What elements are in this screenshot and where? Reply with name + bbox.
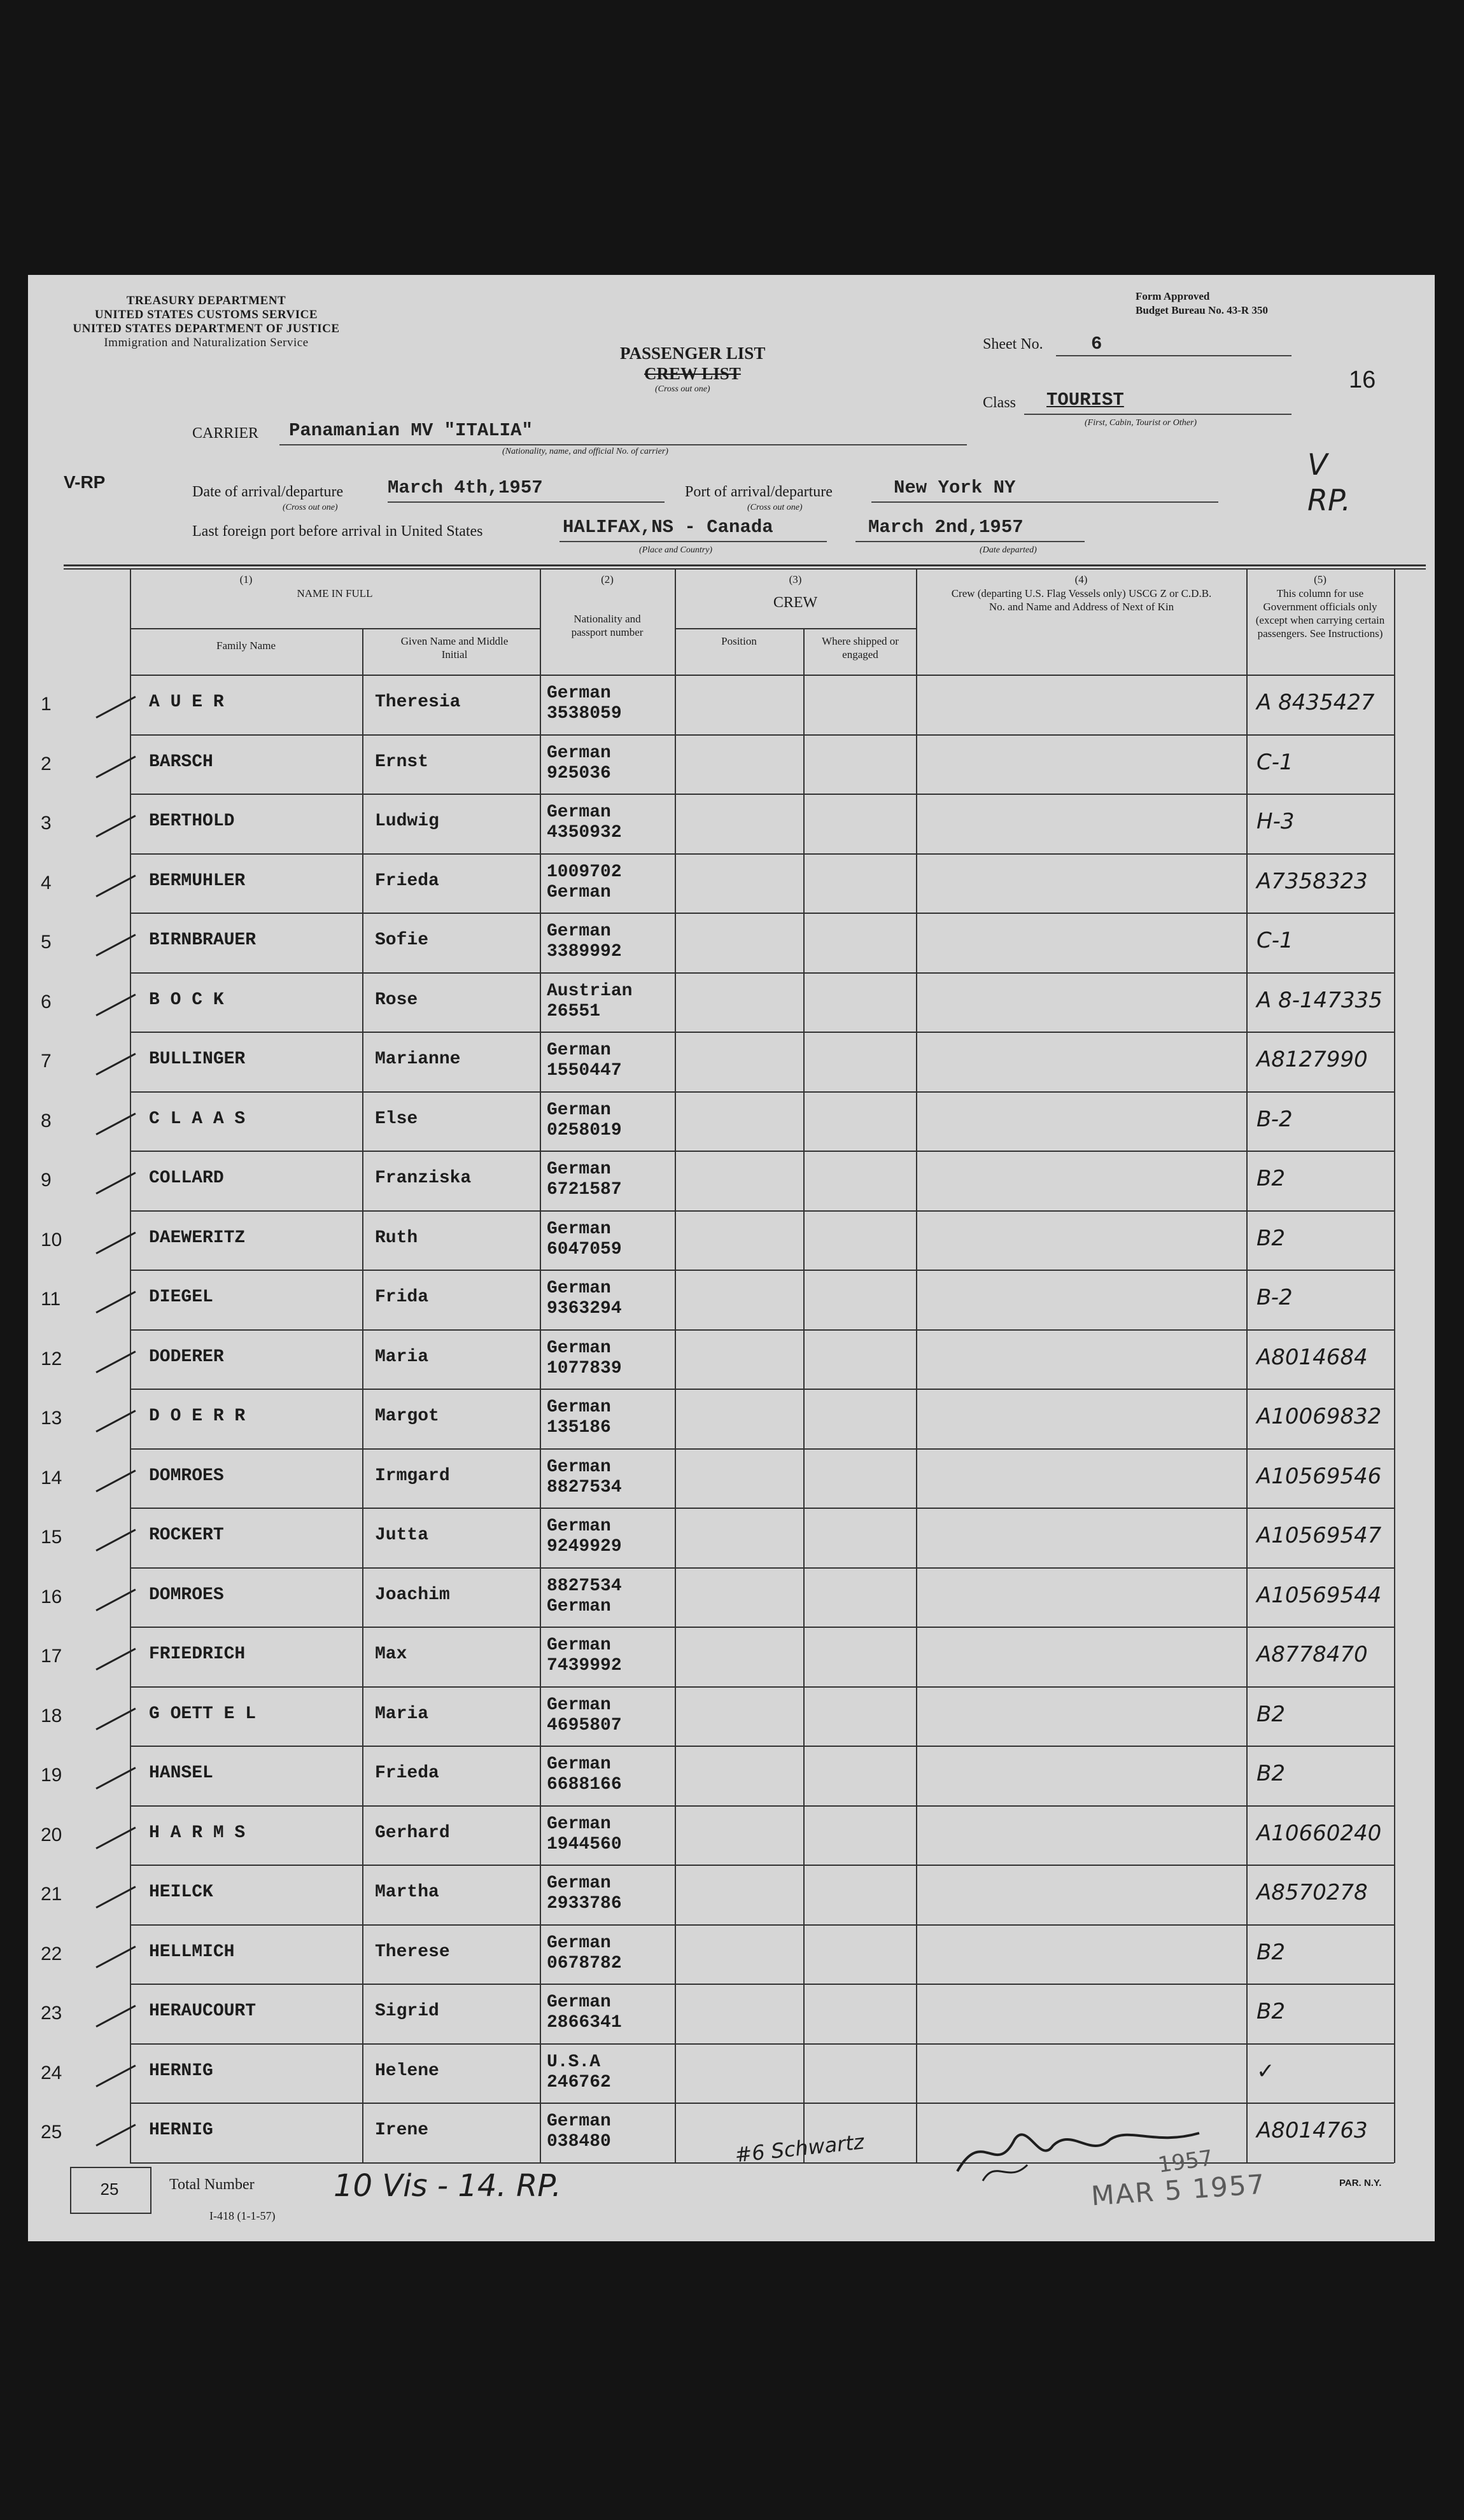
nationality: German: [547, 1516, 611, 1536]
passport-number: 6688166: [547, 1775, 622, 1795]
government-entry: C-1: [1256, 749, 1293, 775]
government-entry: A 8435427: [1256, 690, 1375, 715]
nationality: German: [547, 1635, 611, 1655]
nationality: German: [547, 1338, 611, 1358]
form-sheet: [28, 275, 1435, 2241]
hand-total: 10 Vis - 14. RP.: [334, 2168, 561, 2204]
checkmark-icon: [95, 1767, 144, 1806]
port-label: Port of arrival/departure: [685, 484, 833, 500]
table-row: [28, 1091, 1435, 1151]
government-entry: A8127990: [1256, 1047, 1368, 1072]
row-number: 3: [41, 813, 52, 834]
col3-number: (3): [789, 573, 802, 585]
given-name: Rose: [375, 990, 418, 1010]
given-name: Maria: [375, 1347, 429, 1367]
class-value: TOURIST: [1046, 389, 1124, 410]
family-name: H A R M S: [149, 1823, 246, 1843]
row-number: 4: [41, 872, 52, 893]
passport-number: 925036: [547, 763, 611, 783]
family-name: COLLARD: [149, 1168, 224, 1188]
nationality: German: [547, 1100, 611, 1120]
family-name: BULLINGER: [149, 1049, 246, 1069]
table-row: [28, 1686, 1435, 1746]
col-given-name: Given Name and Middle Initial: [400, 635, 509, 661]
nationality: German: [547, 683, 611, 703]
dept-line-1: TREASURY DEPARTMENT: [126, 294, 286, 307]
row-number: 18: [41, 1705, 62, 1726]
given-name: Ludwig: [375, 811, 439, 831]
family-name: C L A A S: [149, 1109, 246, 1129]
list-title: PASSENGER LIST: [620, 344, 766, 363]
table-row: [28, 1151, 1435, 1210]
class-caption: (First, Cabin, Tourist or Other): [1085, 418, 1197, 428]
last-port-caption: (Place and Country): [639, 545, 713, 555]
checkmark-icon: [95, 1053, 144, 1092]
checkmark-icon: [95, 2064, 144, 2104]
table-row: [28, 675, 1435, 734]
col-name-in-full: NAME IN FULL: [297, 587, 373, 599]
passport-number: 1550447: [547, 1061, 622, 1081]
government-entry: A10069832: [1256, 1404, 1382, 1429]
family-name: HERNIG: [149, 2120, 213, 2140]
given-name: Gerhard: [375, 1823, 450, 1843]
port-caption: (Cross out one): [747, 503, 803, 512]
family-name: BERMUHLER: [149, 871, 246, 891]
family-name: D O E R R: [149, 1406, 246, 1426]
departed-value: March 2nd,1957: [868, 517, 1024, 538]
sheet-label: Sheet No.: [983, 336, 1043, 353]
government-entry: A8014763: [1256, 2118, 1368, 2143]
table-row: [28, 1389, 1435, 1448]
col1-number: (1): [239, 573, 253, 585]
row-number: 23: [41, 2003, 62, 2024]
passport-number: 9363294: [547, 1299, 622, 1319]
family-name: ROCKERT: [149, 1525, 224, 1545]
checkmark-icon: [95, 1231, 144, 1271]
table-row: [28, 1746, 1435, 1805]
family-name: FRIEDRICH: [149, 1644, 246, 1664]
form-number: I-418 (1-1-57): [209, 2209, 276, 2222]
table-row: [28, 913, 1435, 972]
given-name: Theresia: [375, 692, 461, 712]
government-entry: A8570278: [1256, 1880, 1368, 1905]
given-name: Margot: [375, 1406, 439, 1426]
passport-number: 135186: [547, 1418, 611, 1438]
table-row: [28, 2103, 1435, 2162]
table-row: [28, 1924, 1435, 1984]
government-entry: A10569546: [1256, 1463, 1382, 1489]
nationality: German: [547, 1159, 611, 1179]
row-number: 20: [41, 1824, 62, 1845]
checkmark-icon: [95, 1291, 144, 1330]
government-entry: B2: [1256, 1701, 1285, 1727]
arrival-value: March 4th,1957: [388, 477, 543, 498]
government-entry: B2: [1256, 1999, 1285, 2024]
family-name: HELLMICH: [149, 1942, 235, 1962]
dept-line-2: UNITED STATES CUSTOMS SERVICE: [94, 308, 318, 321]
last-port-value: HALIFAX,NS - Canada: [563, 517, 773, 538]
passport-number: 4695807: [547, 1715, 622, 1735]
government-entry: A10569547: [1256, 1523, 1382, 1548]
last-port-label: Last foreign port before arrival in United States: [192, 523, 483, 540]
government-entry: B2: [1256, 1166, 1285, 1191]
family-name: HERAUCOURT: [149, 2001, 257, 2021]
nationality: 8827534: [547, 1576, 622, 1596]
passport-number: 1944560: [547, 1834, 622, 1854]
checkmark-icon: [95, 1648, 144, 1687]
hand-schwartz: #6 Schwartz: [733, 2129, 866, 2167]
row-number: 17: [41, 1646, 62, 1667]
col5-number: (5): [1314, 573, 1327, 585]
col4-number: (4): [1074, 573, 1088, 585]
nationality: German: [547, 1754, 611, 1774]
given-name: Irmgard: [375, 1466, 450, 1486]
passport-number: 1077839: [547, 1358, 622, 1378]
table-row: [28, 972, 1435, 1032]
checkmark-icon: [95, 1886, 144, 1925]
family-name: A U E R: [149, 692, 224, 712]
row-number: 2: [41, 753, 52, 774]
table-row: [28, 853, 1435, 913]
table-row: [28, 1984, 1435, 2043]
passport-number: 0258019: [547, 1120, 622, 1140]
passport-number: 3538059: [547, 704, 622, 724]
given-name: Ruth: [375, 1228, 418, 1248]
passport-number: 2866341: [547, 2013, 622, 2033]
government-entry: B2: [1256, 1225, 1285, 1251]
nationality: German: [547, 921, 611, 941]
col-crew: CREW: [773, 594, 818, 611]
passport-number: 6047059: [547, 1239, 622, 1259]
passport-number: 4350932: [547, 823, 622, 843]
government-entry: B2: [1256, 1939, 1285, 1965]
nationality: 1009702: [547, 862, 622, 882]
checkmark-icon: [95, 755, 144, 795]
given-name: Frida: [375, 1287, 429, 1307]
given-name: Else: [375, 1109, 418, 1129]
given-name: Frieda: [375, 871, 439, 891]
printer-mark: PAR. N.Y.: [1339, 2178, 1382, 2188]
checkmark-icon: [95, 2124, 144, 2163]
nationality: German: [547, 1457, 611, 1477]
row-number: 15: [41, 1527, 62, 1548]
family-name: DAEWERITZ: [149, 1228, 246, 1248]
sheet-value: 6: [1091, 333, 1102, 354]
row-number: 10: [41, 1229, 62, 1250]
table-row: [28, 1865, 1435, 1924]
government-entry: H-3: [1256, 809, 1295, 834]
passport-number: 0678782: [547, 1953, 622, 1973]
given-name: Max: [375, 1644, 407, 1664]
table-row: [28, 1508, 1435, 1567]
given-name: Frieda: [375, 1763, 439, 1783]
checkmark-icon: [95, 934, 144, 973]
nationality: German: [547, 1040, 611, 1060]
table-row: [28, 1448, 1435, 1508]
row-number: 24: [41, 2062, 62, 2083]
family-name: BIRNBRAUER: [149, 930, 257, 950]
checkmark-icon: [95, 1350, 144, 1390]
nationality: German: [547, 1219, 611, 1239]
government-entry: A10660240: [1256, 1820, 1382, 1846]
family-name: DODERER: [149, 1347, 224, 1367]
form-approved: Form Approved: [1136, 290, 1210, 302]
table-row: [28, 1210, 1435, 1270]
carrier-value: Panamanian MV "ITALIA": [289, 420, 533, 441]
government-entry: A10569544: [1256, 1582, 1382, 1608]
passport-number: 8827534: [547, 1477, 622, 1497]
date-stamp-year: 1957: [1156, 2145, 1214, 2178]
carrier-label: CARRIER: [192, 425, 259, 442]
table-row: [28, 1329, 1435, 1389]
nationality: German: [547, 802, 611, 822]
family-name: HERNIG: [149, 2061, 213, 2081]
passport-number: 26551: [547, 1001, 601, 1021]
passport-number: German: [547, 882, 611, 902]
checkmark-icon: [95, 1172, 144, 1211]
government-entry: A7358323: [1256, 868, 1368, 894]
nationality: U.S.A: [547, 2052, 601, 2072]
row-number: 11: [41, 1289, 61, 1310]
family-name: B O C K: [149, 990, 224, 1010]
family-name: HEILCK: [149, 1882, 213, 1902]
table-row: [28, 1805, 1435, 1865]
arrival-caption: (Cross out one): [283, 503, 338, 512]
row-number: 8: [41, 1110, 52, 1131]
passport-number: 3389992: [547, 942, 622, 962]
row-number: 12: [41, 1348, 62, 1369]
total-label: Total Number: [169, 2176, 255, 2193]
row-number: 14: [41, 1467, 62, 1488]
given-name: Franziska: [375, 1168, 472, 1188]
cross-out-caption: (Cross out one): [655, 384, 710, 394]
government-entry: A8778470: [1256, 1642, 1368, 1667]
family-name: DIEGEL: [149, 1287, 213, 1307]
checkmark-icon: [95, 1529, 144, 1568]
page-number: 16: [1349, 367, 1376, 393]
row-number: 25: [41, 2122, 62, 2143]
row-number: 13: [41, 1408, 62, 1429]
arrival-label: Date of arrival/departure: [192, 484, 344, 500]
government-entry: A 8-147335: [1256, 987, 1383, 1013]
col-family-name: Family Name: [216, 640, 276, 652]
dept-line-3: UNITED STATES DEPARTMENT OF JUSTICE: [73, 322, 340, 335]
hand-note-vrp: V RP.: [1307, 447, 1351, 517]
given-name: Helene: [375, 2061, 439, 2081]
port-value: New York NY: [894, 477, 1016, 498]
col-government-use: This column for use Government officials only (except when carrying certain passengers. See Instructions): [1255, 587, 1385, 640]
given-name: Jutta: [375, 1525, 429, 1545]
checkmark-icon: [95, 1410, 144, 1449]
dept-line-4: Immigration and Naturalization Service: [104, 336, 309, 349]
checkmark-icon: [95, 993, 144, 1033]
departed-caption: (Date departed): [980, 545, 1037, 555]
given-name: Ernst: [375, 752, 429, 772]
given-name: Maria: [375, 1704, 429, 1724]
family-name: BARSCH: [149, 752, 213, 772]
nationality: German: [547, 1992, 611, 2012]
col-position: Position: [721, 635, 757, 647]
table-row: [28, 1627, 1435, 1686]
checkmark-icon: [95, 1945, 144, 1985]
row-number: 19: [41, 1765, 62, 1786]
passport-number: 6721587: [547, 1180, 622, 1200]
row-number: 9: [41, 1170, 52, 1191]
given-name: Therese: [375, 1942, 450, 1962]
table-row: [28, 734, 1435, 794]
government-entry: ✓: [1256, 2058, 1275, 2084]
row-number: 16: [41, 1586, 62, 1607]
passport-number: 7439992: [547, 1656, 622, 1676]
col-crew-description: Crew (departing U.S. Flag Vessels only) USCG Z or C.D.B. No. and Name and Address of Next of Kin: [951, 587, 1212, 613]
date-stamp: MAR 5 1957: [1090, 2168, 1267, 2212]
class-label: Class: [983, 395, 1017, 411]
nationality: German: [547, 2111, 611, 2131]
row-number: 7: [41, 1051, 52, 1072]
nationality: German: [547, 1397, 611, 1417]
table-row: [28, 794, 1435, 853]
col-where-shipped: Where shipped or engaged: [822, 635, 899, 661]
total-value: 25: [100, 2180, 119, 2199]
margin-note: V-RP: [64, 472, 106, 492]
row-number: 22: [41, 1943, 62, 1964]
given-name: Martha: [375, 1882, 439, 1902]
passport-number: 9249929: [547, 1537, 622, 1557]
col2-number: (2): [601, 573, 614, 585]
government-entry: C-1: [1256, 928, 1293, 953]
checkmark-icon: [95, 1826, 144, 1866]
crew-list-crossed: CREW LIST: [644, 364, 741, 383]
government-entry: B-2: [1256, 1285, 1293, 1310]
department-block: [66, 294, 346, 350]
checkmark-icon: [95, 815, 144, 854]
table-row: [28, 1270, 1435, 1329]
table-row: [28, 1032, 1435, 1091]
passport-number: 246762: [547, 2072, 611, 2092]
given-name: Joachim: [375, 1585, 450, 1605]
family-name: G OETT E L: [149, 1704, 257, 1724]
family-name: DOMROES: [149, 1585, 224, 1605]
government-entry: A8014684: [1256, 1344, 1368, 1370]
passport-number: German: [547, 1596, 611, 1616]
passport-number: 2933786: [547, 1894, 622, 1914]
table-row: [28, 1567, 1435, 1627]
family-name: HANSEL: [149, 1763, 213, 1783]
government-entry: B-2: [1256, 1106, 1293, 1132]
nationality: German: [547, 1695, 611, 1715]
given-name: Sofie: [375, 930, 429, 950]
row-number: 21: [41, 1884, 62, 1905]
row-number: 1: [41, 694, 52, 715]
checkmark-icon: [95, 1112, 144, 1152]
checkmark-icon: [95, 2005, 144, 2044]
given-name: Marianne: [375, 1049, 461, 1069]
checkmark-icon: [95, 1707, 144, 1747]
family-name: BERTHOLD: [149, 811, 235, 831]
checkmark-icon: [95, 1588, 144, 1628]
carrier-caption: (Nationality, name, and official No. of carrier): [502, 447, 668, 456]
row-number: 5: [41, 932, 52, 953]
checkmark-icon: [95, 1469, 144, 1509]
given-name: Sigrid: [375, 2001, 439, 2021]
government-entry: B2: [1256, 1761, 1285, 1786]
passport-number: 038480: [547, 2132, 611, 2152]
nationality: Austrian: [547, 981, 633, 1001]
checkmark-icon: [95, 696, 144, 735]
col-nationality: Nationality and passport number: [571, 613, 644, 638]
nationality: German: [547, 1873, 611, 1893]
nationality: German: [547, 743, 611, 763]
nationality: German: [547, 1278, 611, 1298]
checkmark-icon: [95, 874, 144, 914]
row-number: 6: [41, 991, 52, 1012]
nationality: German: [547, 1933, 611, 1953]
nationality: German: [547, 1814, 611, 1834]
budget-bureau: Budget Bureau No. 43-R 350: [1136, 304, 1268, 316]
table-row: [28, 2043, 1435, 2103]
family-name: DOMROES: [149, 1466, 224, 1486]
given-name: Irene: [375, 2120, 429, 2140]
